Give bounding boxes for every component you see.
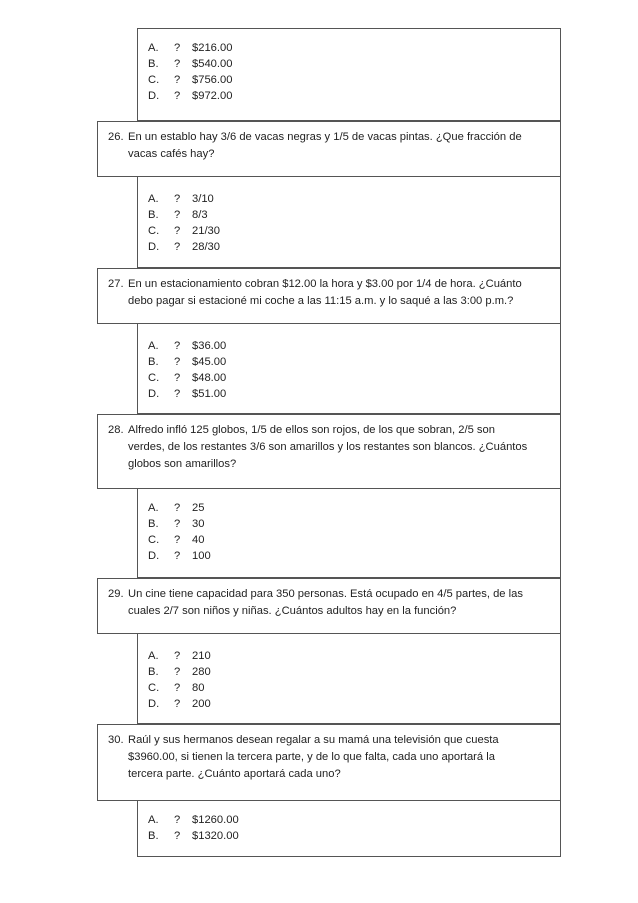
answer-box-26: A. ? 3/10 B. ? 8/3 C. ? 21/30 D. ? 28/30 <box>137 177 561 268</box>
answer-box-30: A. ? $1260.00 B. ? $1320.00 <box>137 801 561 857</box>
question-line: Un cine tiene capacidad para 350 personas. Está ocupado en 4/5 partes, de las <box>128 588 523 600</box>
question-line: $3960.00, si tienen la tercera parte, y de lo que falta, cada uno aportará la <box>128 751 495 763</box>
question-line: Raúl y sus hermanos desean regalar a su mamá una televisión que cuesta <box>128 734 499 746</box>
question-line: En un establo hay 3/6 de vacas negras y 1/5 de vacas pintas. ¿Que fracción de <box>128 131 522 143</box>
question-text <box>108 586 550 620</box>
question-text <box>108 422 550 473</box>
question-number: 27. <box>108 278 124 290</box>
question-line: tercera parte. ¿Cuánto aportará cada uno? <box>128 768 341 780</box>
question-line: debo pagar si estacioné mi coche a las 11:15 a.m. y lo saqué a las 3:00 p.m.? <box>128 295 514 307</box>
question-line: En un estacionamiento cobran $12.00 la hora y $3.00 por 1/4 de hora. ¿Cuánto <box>128 278 522 290</box>
answer-box-29: A. ? 210 B. ? 280 C. ? 80 D. ? 200 <box>137 634 561 724</box>
question-line: vacas cafés hay? <box>128 148 215 160</box>
question-box-26 <box>97 121 561 177</box>
question-line: verdes, de los restantes 3/6 son amarillos y los restantes son blancos. ¿Cuántos <box>128 441 528 453</box>
answer-box-25: A. ? $216.00 B. ? $540.00 C. ? $756.00 D. ? $972.00 <box>137 28 561 121</box>
question-line: cuales 2/7 son niños y niñas. ¿Cuántos adultos hay en la función? <box>128 605 457 617</box>
question-number: 28. <box>108 424 124 436</box>
question-line: globos son amarillos? <box>128 458 237 470</box>
question-number: 26. <box>108 131 124 143</box>
question-line: Alfredo infló 125 globos, 1/5 de ellos son rojos, de los que sobran, 2/5 son <box>128 424 495 436</box>
question-box-29 <box>97 578 561 634</box>
question-box-28 <box>97 414 561 489</box>
question-text <box>108 732 550 783</box>
answer-box-28: A. ? 25 B. ? 30 C. ? 40 D. ? 100 <box>137 489 561 578</box>
question-box-27 <box>97 268 561 324</box>
question-number: 30. <box>108 734 124 746</box>
answer-box-27: A. ? $36.00 B. ? $45.00 C. ? $48.00 D. ? $51.00 <box>137 324 561 414</box>
question-box-30 <box>97 724 561 801</box>
question-text <box>108 276 550 310</box>
question-text <box>108 129 550 163</box>
question-number: 29. <box>108 588 124 600</box>
